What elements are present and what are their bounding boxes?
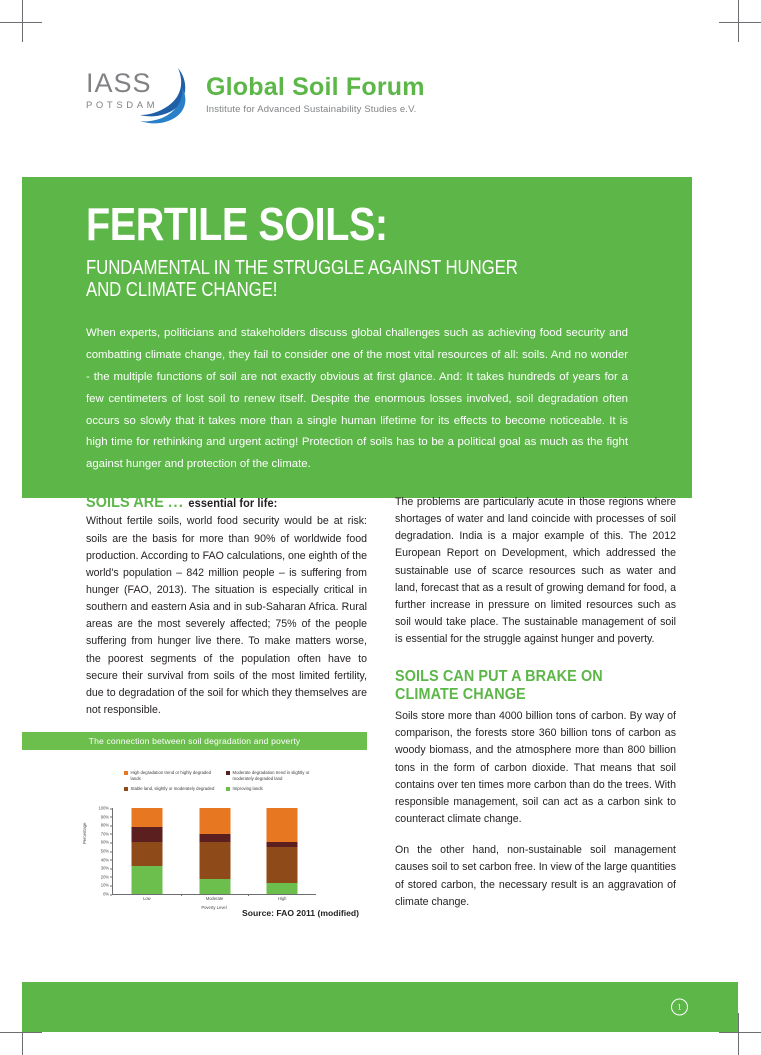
left-column xyxy=(86,494,367,719)
chart-y-tick-label: 70% xyxy=(100,831,109,837)
chart-bar-segment xyxy=(267,883,298,894)
legend-item xyxy=(124,770,220,781)
left-column-paragraph: Without fertile soils, world food security would be at risk: soils are the basis for more than 90% of worldwide food production. According to FAO calculations, one eighth of the world's population – 842 million people – is suffering from hunger (FAO, 2013). The situation is especially critical in southern and eastern Asia and in sub-Saharan Africa. Rural areas are the most severely affected; 75% of the people suffering from hunger live there. To make matters worse, the poorest segments of the population often have to secure their survival from soils of the most limited fertility, due to degradation of the soil for which they themselves are not responsible. xyxy=(86,515,367,717)
crop-mark-bottom-left-horizontal xyxy=(0,1032,42,1033)
chart-y-tick-label: 0% xyxy=(103,891,109,897)
legend-item xyxy=(226,786,322,792)
chart-bars xyxy=(113,808,316,901)
legend-item xyxy=(124,786,220,792)
chart-x-tick-mark xyxy=(181,894,182,896)
chart-bar-group xyxy=(113,808,181,901)
chart-y-tick-label: 90% xyxy=(100,814,109,820)
chart-x-tick-mark xyxy=(248,894,249,896)
hero-subtitle: FUNDAMENTAL IN THE STRUGGLE AGAINST HUNGER AND CLIMATE CHANGE! xyxy=(86,257,518,301)
chart-y-tick-label: 60% xyxy=(100,839,109,845)
chart-bar-group xyxy=(181,808,249,901)
left-column-heading xyxy=(86,494,347,511)
chart-y-tick-label: 20% xyxy=(100,874,109,880)
chart-bar-segment xyxy=(267,808,298,842)
right-column-paragraph-1: The problems are particularly acute in those regions where shortages of water and land coincide with processes of soil degradation. India is a major example of this. The 2012 European Report on Development, which addressed the sustainable use of scarce resources such as water and land, forecast that as a result of growing demand for food, a further increase in pressure on limited resources such as soil would take place. The sustainable management of soil is essential for the struggle against hunger and poverty. xyxy=(395,496,676,646)
legend-swatch-icon xyxy=(226,771,230,775)
chart-x-tick-label: Low xyxy=(143,896,151,901)
legend-label: Moderate degradation trend in slightly or moderately degraded land xyxy=(232,770,310,781)
chart-y-axis-ticks xyxy=(88,805,112,897)
page-footer xyxy=(22,982,738,1032)
legend-label: Stable land, slightly or moderately degraded xyxy=(130,786,215,792)
chart-y-tick-label: 50% xyxy=(100,848,109,854)
chart-y-tick-label: 100% xyxy=(98,805,109,811)
chart-bar-group xyxy=(248,808,316,901)
crop-mark-top-right-horizontal xyxy=(719,22,761,23)
hero-intro-paragraph: When experts, politicians and stakeholders discuss global challenges such as achieving food security and combatting climate change, they fail to consider one of the most vital resources of all: soils. And no wonder - the multiple functions of soil are not exactly obvious at first glance. And: It takes hundreds of years for a few centimeters of lost soil to renew itself. Despite the enormous losses involved, soil degradation often occurs so slowly that it takes more than a single human lifetime for its effects to become noticeable. It is high time for rethinking and urgent acting! Protection of soils has to be a political goal as much as the fight against hunger and protection of the climate. xyxy=(86,327,628,471)
chart-bar-segment xyxy=(199,834,230,843)
chart-y-tick-label: 10% xyxy=(100,882,109,888)
right-column-paragraph-3: On the other hand, non-sustainable soil management causes soil to set carbon free. In view of the large quantities of stored carbon, the necessary result is an aggravation of climate change. xyxy=(395,844,676,908)
legend-swatch-icon xyxy=(124,771,128,775)
crop-mark-bottom-right-vertical xyxy=(738,1013,739,1055)
legend-swatch-icon xyxy=(124,787,128,791)
chart-x-tick-label: High xyxy=(277,896,287,901)
chart-x-axis-label: Poverty Level xyxy=(201,905,227,910)
right-column-heading: SOILS CAN PUT A BRAKE ON CLIMATE CHANGE xyxy=(395,668,603,703)
chart-stacked-bar xyxy=(131,808,162,894)
logo-header xyxy=(86,70,425,132)
chart-bar-segment xyxy=(131,842,162,866)
chart-plot-area xyxy=(22,805,367,910)
figure-title: The connection between soil degradation and poverty xyxy=(22,732,367,750)
chart-bar-segment xyxy=(199,879,230,894)
crop-mark-top-right-vertical xyxy=(738,0,739,42)
chart-x-axis-line xyxy=(112,894,316,895)
chart-bar-segment xyxy=(199,808,230,834)
heading-tail: essential for life: xyxy=(188,496,278,510)
chart-y-tick-label: 80% xyxy=(100,822,109,828)
global-soil-forum-block xyxy=(206,70,425,115)
chart-y-axis-label: Percentage xyxy=(82,822,87,844)
legend-label: High degradation trend or highly degraded lands xyxy=(130,770,212,781)
figure-soil-degradation-poverty xyxy=(22,732,367,929)
page-number-badge: 1 xyxy=(671,999,688,1016)
legend-swatch-icon xyxy=(226,787,230,791)
heading-lead: SOILS ARE xyxy=(86,494,165,511)
hero-title: FERTILE SOILS: xyxy=(86,198,388,250)
crop-mark-top-left-vertical xyxy=(22,0,23,42)
hero-banner xyxy=(22,177,692,498)
right-column xyxy=(395,494,676,911)
legend-label: Improving lands xyxy=(232,786,263,792)
chart-y-tick-label: 30% xyxy=(100,865,109,871)
chart-x-tick-label: Moderate xyxy=(205,896,224,901)
gsf-subtitle: Institute for Advanced Sustainability Studies e.V. xyxy=(206,104,417,116)
chart-stacked-bar xyxy=(267,808,298,894)
crop-mark-bottom-right-horizontal xyxy=(719,1032,761,1033)
chart-bar-segment xyxy=(199,842,230,879)
chart-y-tick-label: 40% xyxy=(100,857,109,863)
chart-legend-column-right xyxy=(226,770,322,797)
wave-swoosh-icon xyxy=(138,66,200,128)
chart-bar-segment xyxy=(131,827,162,842)
heading-dots: ... xyxy=(168,494,185,511)
legend-item xyxy=(226,770,322,781)
iass-logo xyxy=(86,70,198,132)
chart-legend-column-left xyxy=(124,770,220,797)
crop-mark-top-left-horizontal xyxy=(0,22,42,23)
chart-legend xyxy=(124,770,324,797)
chart-bar-segment xyxy=(131,808,162,827)
figure-source: Source: FAO 2011 (modified) xyxy=(242,908,359,918)
chart-bar-segment xyxy=(267,847,298,883)
iass-location-label: POTSDAM xyxy=(86,100,159,111)
iass-wordmark: IASS xyxy=(86,68,152,98)
chart-stacked-bar xyxy=(199,808,230,894)
right-column-paragraph-2: Soils store more than 4000 billion tons of carbon. By way of comparison, the forests store 360 billion tons of carbon as woody biomass, and the atmosphere more than 800 billion tons in the form of carbon dioxide. That means that soil contains over ten times more carbon than do the trees. With responsible management, soil can act as a carbon sink to counteract climate change. xyxy=(395,710,676,826)
figure-body xyxy=(22,750,367,929)
chart-bar-segment xyxy=(131,866,162,894)
gsf-title: Global Soil Forum xyxy=(206,73,425,101)
